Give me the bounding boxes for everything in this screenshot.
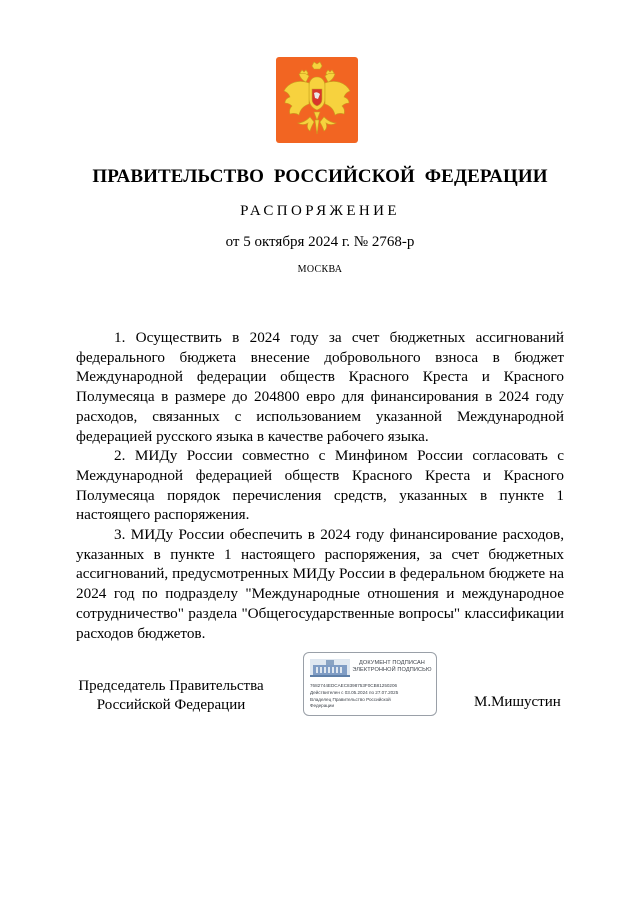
stamp-validity: Действителен с 03.05.2024 по 27.07.2025 bbox=[310, 690, 399, 695]
stamp-owner-line-1: Владелец Правительство Российской bbox=[310, 697, 391, 702]
organization-title: ПРАВИТЕЛЬСТВО РОССИЙСКОЙ ФЕДЕРАЦИИ bbox=[92, 166, 548, 187]
government-building-icon bbox=[310, 659, 350, 677]
document-date-number: от 5 октября 2024 г. № 2768-р bbox=[225, 234, 415, 250]
stamp-certificate: 7682744EDCAEC8398753F0CB81250206 bbox=[310, 683, 398, 688]
paragraph-2: 2. МИДу России совместно с Минфином России согласовать с Международной федерацией обществ Красного Креста и Красного Полумесяца порядок перечисления средств, указанных в пункте 1 настоящего распоряжения. bbox=[76, 447, 564, 524]
electronic-signature-stamp bbox=[303, 652, 437, 716]
paragraph-3: 3. МИДу России обеспечить в 2024 году финансирование расходов, указанных в пункте 1 настоящего распоряжения, за счет бюджетных ассигнований, предусмотренных МИДу России в федеральном бюджете на 2024 год по подразделу "Международные отношения и международное сотрудничество" раздела "Общегосударственные вопросы" классификации расходов бюджетов. bbox=[76, 526, 564, 642]
document-type: РАСПОРЯЖЕНИЕ bbox=[240, 203, 400, 219]
stamp-title-line-2: ЭЛЕКТРОННОЙ ПОДПИСЬЮ bbox=[352, 667, 432, 673]
signatory-name: М.Мишустин bbox=[474, 694, 561, 710]
signatory-position-line-2: Российской Федерации bbox=[96, 697, 246, 713]
stamp-title bbox=[350, 660, 434, 674]
document-city: МОСКВА bbox=[297, 264, 343, 275]
russian-coat-of-arms-icon bbox=[276, 57, 358, 143]
stamp-owner-line-2: Федерации bbox=[310, 703, 335, 708]
paragraph-1: 1. Осуществить в 2024 году за счет бюджетных ассигнований федерального бюджета внесение добровольного взноса в бюджет Международной федерации обществ Красного Креста и Красного Полумесяца в размере до 204800 евро для финансирования в 2024 году расходов, связанных с использованием указанной Международной федерацией русского языка в качестве рабочего языка. bbox=[76, 329, 564, 445]
document-body bbox=[76, 328, 564, 643]
signatory-position bbox=[62, 677, 280, 715]
signatory-position-line-1: Председатель Правительства bbox=[78, 678, 264, 694]
stamp-title-line-1: ДОКУМЕНТ ПОДПИСАН bbox=[359, 660, 425, 666]
